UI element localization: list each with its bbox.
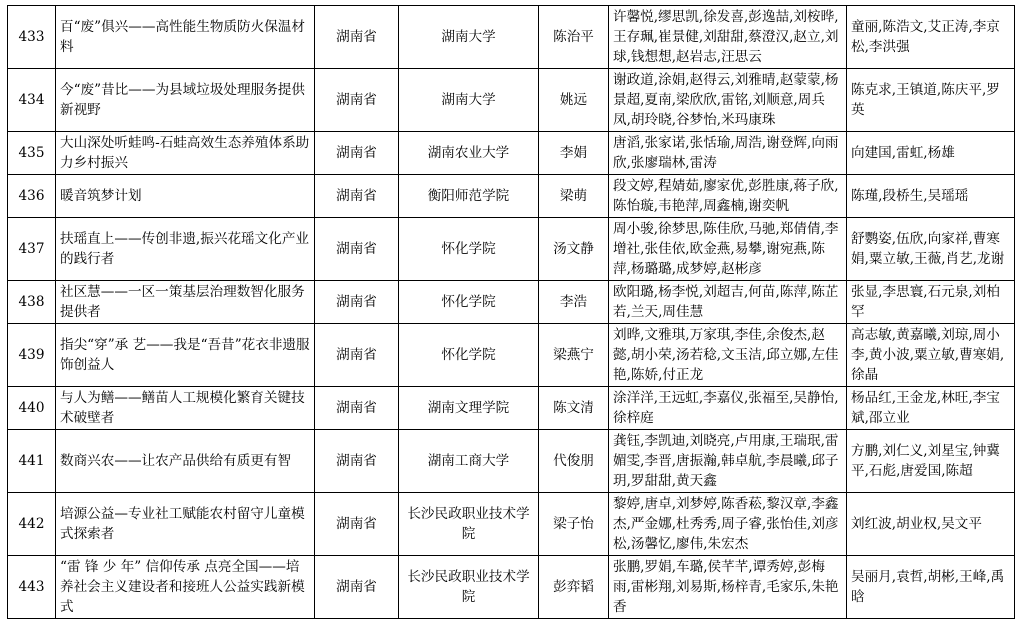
project-title: 指尖“穿”承 艺——我是“吾昔”花衣非遗服饰创益人 (56, 324, 315, 387)
university: 怀化学院 (399, 218, 539, 281)
advisors: 陈瑾,段桥生,吴瑶瑶 (847, 175, 1015, 218)
project-title: 暖音筑梦计划 (56, 175, 315, 218)
project-title: 百“废”俱兴——高性能生物质防火保温材料 (56, 6, 315, 69)
team-leader: 李浩 (539, 281, 609, 324)
project-title: 与人为鳝——鳝苗人工规模化繁育关键技术破壁者 (56, 387, 315, 430)
province: 湖南省 (315, 324, 399, 387)
table-row (8, 132, 1015, 175)
row-number: 443 (8, 556, 56, 619)
project-title: 培源公益—专业社工赋能农村留守儿童模式探索者 (56, 493, 315, 556)
university: 湖南农业大学 (399, 132, 539, 175)
advisors: 高志敏,黄嘉曦,刘琼,周小李,黄小波,粟立敏,曹寒娟,徐晶 (847, 324, 1015, 387)
table-body (8, 6, 1015, 619)
team-members: 周小骏,徐梦思,陈佳欣,马驰,郑倩倩,李增社,张佳依,欧金燕,易攀,谢宛燕,陈萍,杨璐璐,成梦婷,赵彬彦 (609, 218, 847, 281)
advisors: 向建国,雷虹,杨雄 (847, 132, 1015, 175)
table-row (8, 387, 1015, 430)
row-number: 437 (8, 218, 56, 281)
team-members: 涂洋洋,王远虹,李嘉仪,张福至,吴静怡,徐梓庭 (609, 387, 847, 430)
advisors: 吴丽月,袁哲,胡彬,王峰,禹晗 (847, 556, 1015, 619)
table-row (8, 430, 1015, 493)
row-number: 442 (8, 493, 56, 556)
project-title: 扶瑶直上——传创非遗,振兴花瑶文化产业的践行者 (56, 218, 315, 281)
university: 衡阳师范学院 (399, 175, 539, 218)
province: 湖南省 (315, 430, 399, 493)
team-members: 段文婷,程婧茹,廖家优,彭胜康,蒋子欣,陈怡璇,韦艳萍,周鑫楠,谢奕帆 (609, 175, 847, 218)
team-members: 龚钰,李凯迪,刘晓亮,卢用康,王瑞珉,雷媚雯,李晋,唐振瀚,韩卓航,李晨曦,邱子玥,罗甜甜,黄天鑫 (609, 430, 847, 493)
project-title: 今“废”昔比——为县域垃圾处理服务提供新视野 (56, 69, 315, 132)
university: 湖南文理学院 (399, 387, 539, 430)
team-members: 唐滔,张家诺,张恬瑜,周浩,谢登辉,向雨欣,张廖瑞林,雷涛 (609, 132, 847, 175)
table-row (8, 556, 1015, 619)
table-row (8, 324, 1015, 387)
table-row (8, 281, 1015, 324)
province: 湖南省 (315, 69, 399, 132)
team-members: 许馨悦,缪思凯,徐发喜,彭逸喆,刘桉晔,王存珮,崔景健,刘甜甜,蔡澄汉,赵立,刘球,钱想想,赵岩志,汪思云 (609, 6, 847, 69)
award-table (7, 5, 1015, 619)
project-title: 社区慧——一区一策基层治理数智化服务提供者 (56, 281, 315, 324)
advisors: 方鹏,刘仁义,刘星宝,钟冀平,石彪,唐爱国,陈超 (847, 430, 1015, 493)
team-members: 黎婷,唐卓,刘梦婷,陈香菘,黎汉章,李鑫杰,严金娜,杜秀秀,周子睿,张怡佳,刘彦松,汤馨忆,廖伟,朱宏杰 (609, 493, 847, 556)
advisors: 张显,李思寰,石元泉,刘柏罕 (847, 281, 1015, 324)
row-number: 440 (8, 387, 56, 430)
province: 湖南省 (315, 387, 399, 430)
province: 湖南省 (315, 175, 399, 218)
team-members: 欧阳璐,杨李悦,刘超吉,何苗,陈萍,陈芷若,兰天,周佳慧 (609, 281, 847, 324)
table-row (8, 6, 1015, 69)
team-leader: 梁子怡 (539, 493, 609, 556)
team-leader: 彭弈韬 (539, 556, 609, 619)
row-number: 441 (8, 430, 56, 493)
university: 湖南大学 (399, 69, 539, 132)
row-number: 434 (8, 69, 56, 132)
team-members: 张鹏,罗娟,车璐,侯芊芊,谭秀婷,彭梅雨,雷彬翔,刘易斯,杨梓青,毛家乐,朱艳香 (609, 556, 847, 619)
province: 湖南省 (315, 556, 399, 619)
project-title: 大山深处听蛙鸣-石蛙高效生态养殖体系助力乡村振兴 (56, 132, 315, 175)
advisors: 舒鹦姿,伍欣,向家祥,曹寒娟,粟立敏,王薇,肖艺,龙谢 (847, 218, 1015, 281)
university: 长沙民政职业技术学院 (399, 556, 539, 619)
advisors: 陈克求,王镇道,陈庆平,罗英 (847, 69, 1015, 132)
province: 湖南省 (315, 281, 399, 324)
project-title: 数商兴农——让农产品供给有质更有智 (56, 430, 315, 493)
advisors: 刘红波,胡业权,吴文平 (847, 493, 1015, 556)
team-leader: 汤文静 (539, 218, 609, 281)
team-leader: 陈治平 (539, 6, 609, 69)
project-title: “雷 锋 少 年” 信仰传承 点亮全国——培养社会主义建设者和接班人公益实践新模式 (56, 556, 315, 619)
row-number: 439 (8, 324, 56, 387)
table-row (8, 493, 1015, 556)
team-leader: 梁萌 (539, 175, 609, 218)
advisors: 杨品红,王金龙,林旺,李宝斌,邵立业 (847, 387, 1015, 430)
university: 怀化学院 (399, 324, 539, 387)
team-leader: 陈文清 (539, 387, 609, 430)
province: 湖南省 (315, 493, 399, 556)
table-row (8, 175, 1015, 218)
province: 湖南省 (315, 6, 399, 69)
province: 湖南省 (315, 132, 399, 175)
row-number: 438 (8, 281, 56, 324)
team-members: 刘晔,文雅琪,万家琪,李佳,余俊杰,赵懿,胡小荣,汤若稔,文玉洁,邱立娜,左佳艳,陈娇,付正龙 (609, 324, 847, 387)
table-row (8, 218, 1015, 281)
row-number: 436 (8, 175, 56, 218)
table-row (8, 69, 1015, 132)
university: 怀化学院 (399, 281, 539, 324)
university: 湖南大学 (399, 6, 539, 69)
advisors: 童丽,陈浩文,艾正涛,李京松,李洪强 (847, 6, 1015, 69)
university: 长沙民政职业技术学院 (399, 493, 539, 556)
row-number: 435 (8, 132, 56, 175)
team-leader: 姚远 (539, 69, 609, 132)
team-members: 谢政道,涂娟,赵得云,刘雅晴,赵蒙蒙,杨景超,夏南,梁欣欣,雷铭,刘顺意,周兵凤,胡玲晓,谷梦怡,米玛康珠 (609, 69, 847, 132)
team-leader: 梁燕宁 (539, 324, 609, 387)
province: 湖南省 (315, 218, 399, 281)
team-leader: 李娟 (539, 132, 609, 175)
row-number: 433 (8, 6, 56, 69)
university: 湖南工商大学 (399, 430, 539, 493)
team-leader: 代俊朋 (539, 430, 609, 493)
